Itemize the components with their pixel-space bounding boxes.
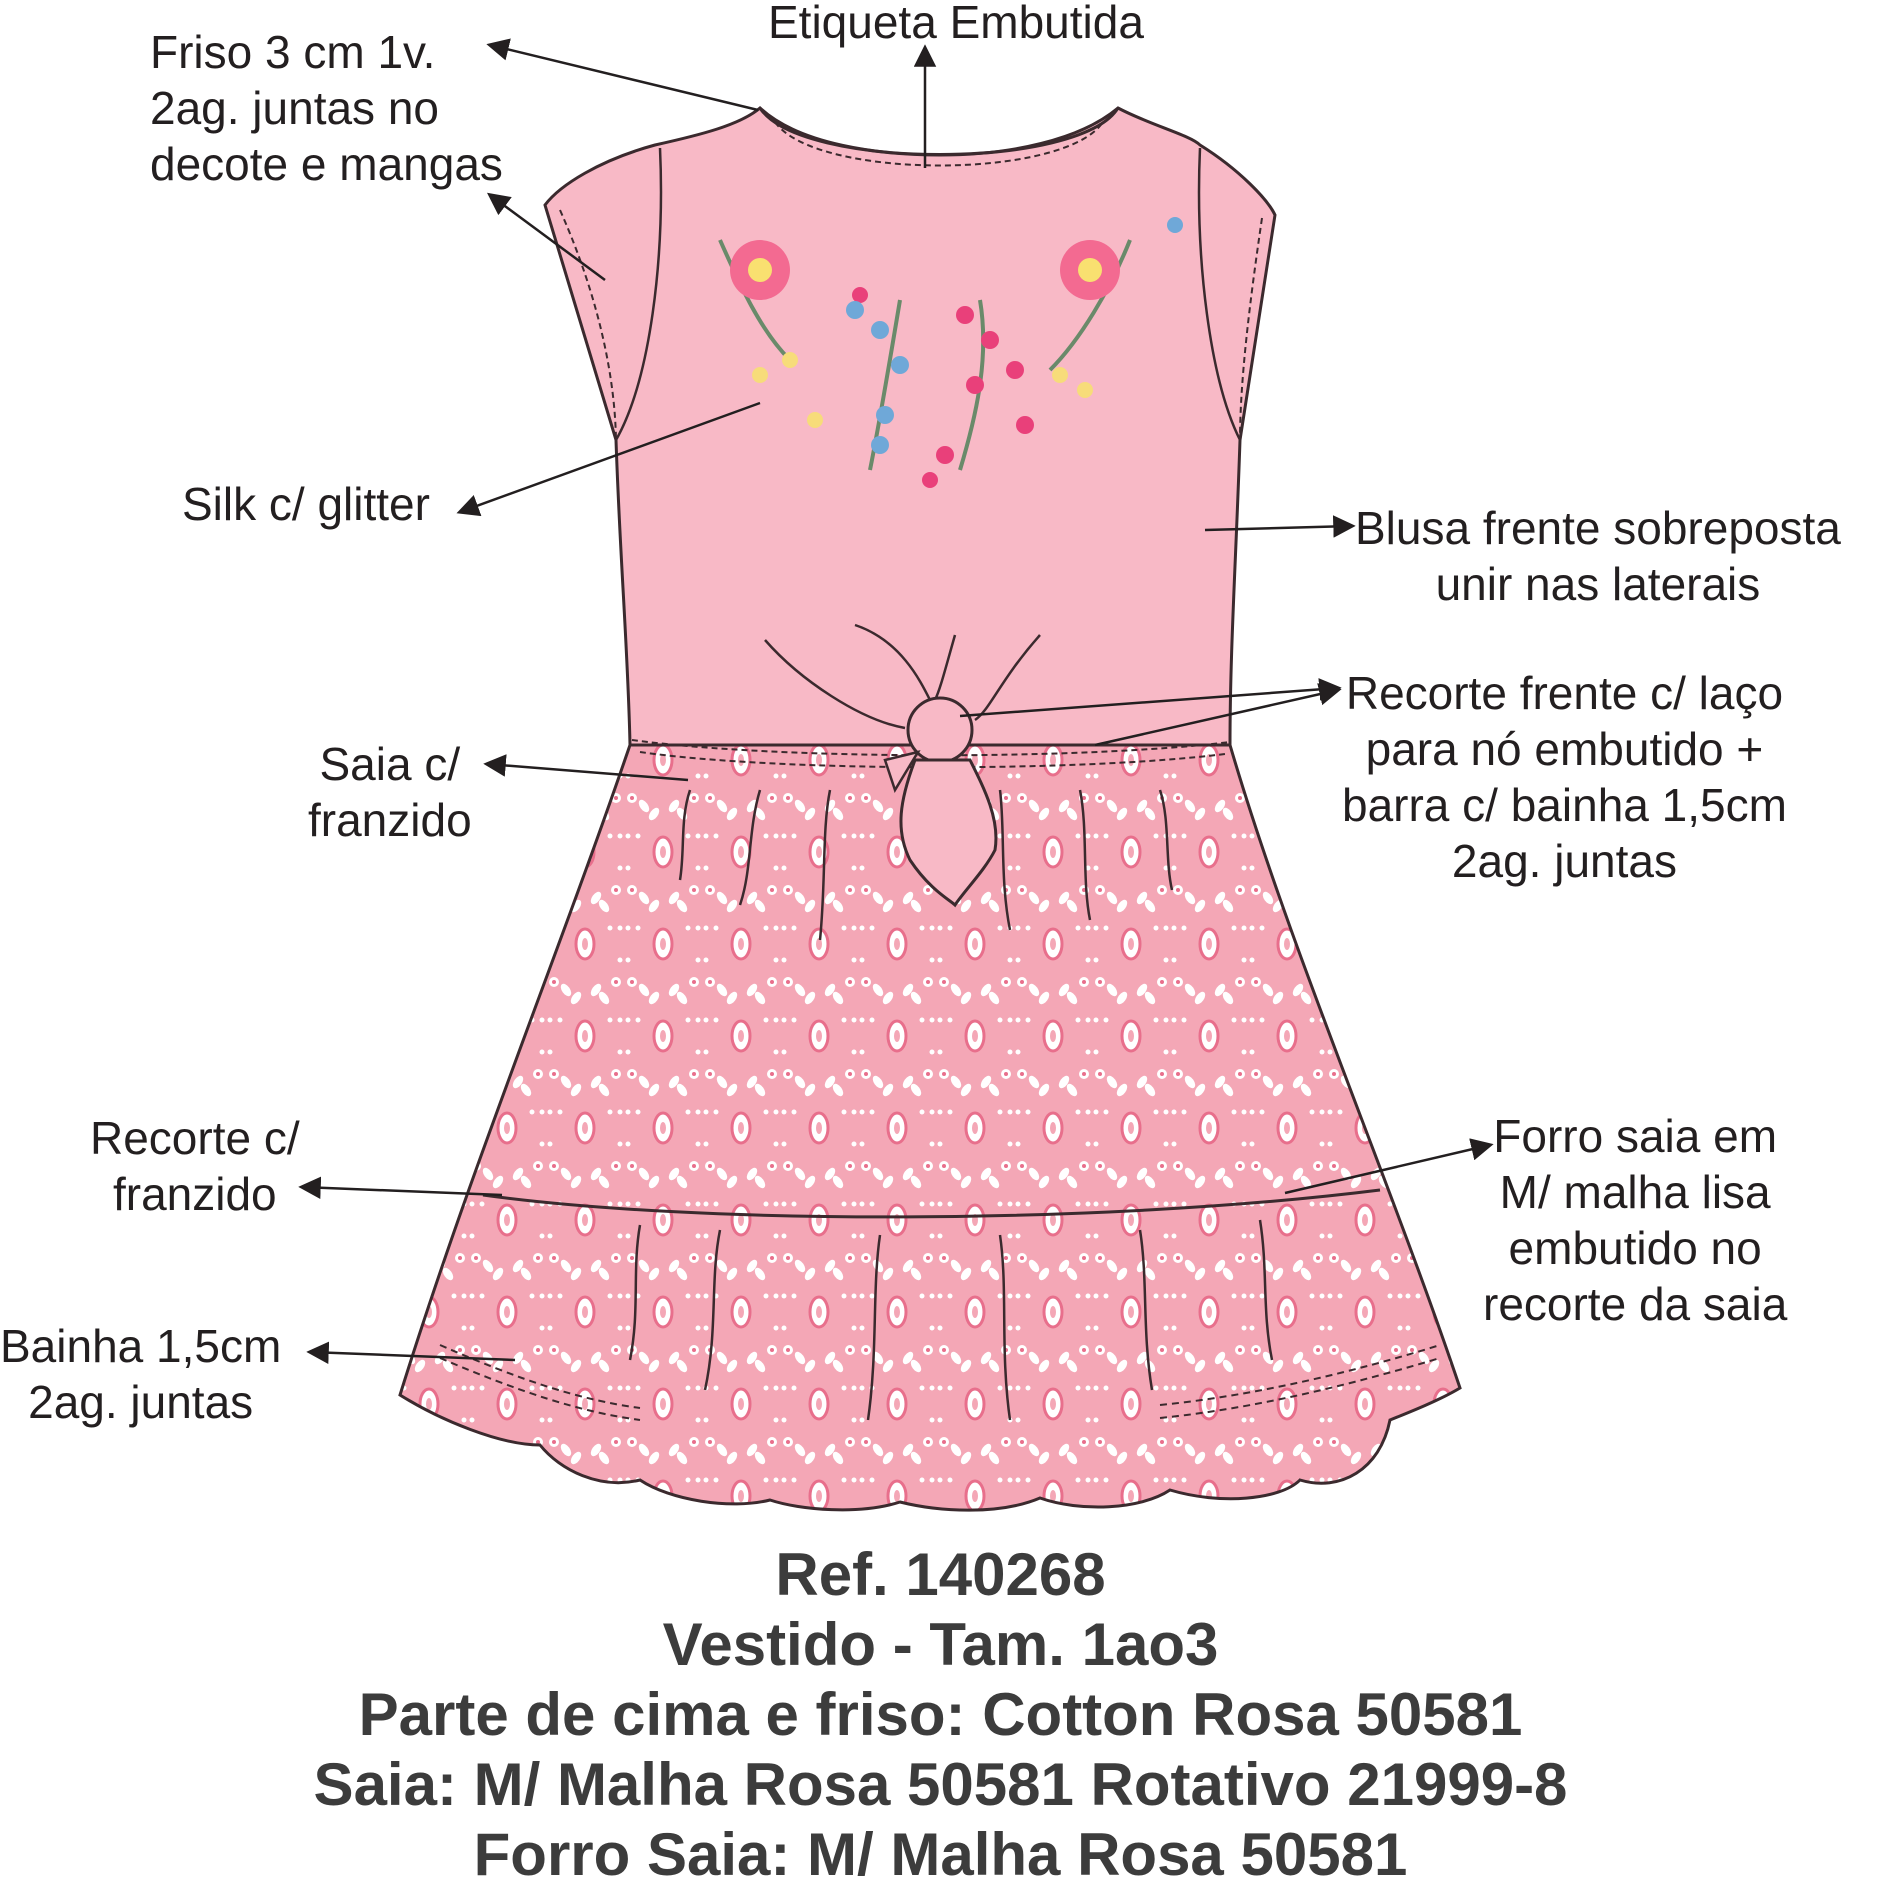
callout-line: franzido [308, 794, 472, 846]
callout-line: decote e mangas [150, 138, 503, 190]
callout-saia [308, 736, 472, 848]
callout-blusa [1355, 500, 1841, 612]
spec-block [0, 1540, 1881, 1890]
callout-line: Recorte c/ [90, 1112, 300, 1164]
callout-line: Bainha 1,5cm [0, 1320, 282, 1372]
spec-skirt-fabric: Saia: M/ Malha Rosa 50581 Rotativo 21999-8 [313, 1751, 1568, 1818]
callout-line: unir nas laterais [1435, 558, 1761, 610]
callout-bainha [0, 1318, 281, 1430]
callout-line: 2ag. juntas no [150, 82, 440, 134]
spec-top-fabric: Parte de cima e friso: Cotton Rosa 50581 [358, 1681, 1523, 1748]
callout-line: Forro saia em [1493, 1110, 1778, 1162]
callout-forro [1483, 1108, 1787, 1332]
spec-ref: Ref. 140268 [775, 1541, 1106, 1608]
callout-line: franzido [112, 1168, 277, 1220]
callout-line: 2ag. juntas [1451, 835, 1677, 887]
callout-line: Recorte frente c/ laço [1345, 667, 1784, 719]
callout-line: para nó embutido + [1365, 723, 1764, 775]
callout-line: Silk c/ glitter [182, 478, 430, 530]
callout-friso [150, 24, 503, 192]
callout-line: Etiqueta Embutida [768, 0, 1144, 48]
callout-silk [182, 476, 430, 532]
callout-recorte-franzido [90, 1110, 300, 1222]
callout-line: M/ malha lisa [1499, 1166, 1771, 1218]
callout-etiqueta [768, 0, 1144, 50]
callout-line: barra c/ bainha 1,5cm [1342, 779, 1787, 831]
callout-line: Friso 3 cm 1v. [150, 26, 436, 78]
spec-model: Vestido - Tam. 1ao3 [662, 1611, 1219, 1678]
callout-line: 2ag. juntas [28, 1376, 254, 1428]
callout-line: Blusa frente sobreposta [1355, 502, 1841, 554]
callout-recorte-laco [1342, 665, 1787, 889]
spec-lining-fabric: Forro Saia: M/ Malha Rosa 50581 [473, 1821, 1408, 1888]
callout-line: recorte da saia [1483, 1278, 1788, 1330]
callout-line: Saia c/ [319, 738, 461, 790]
callout-line: embutido no [1508, 1222, 1762, 1274]
